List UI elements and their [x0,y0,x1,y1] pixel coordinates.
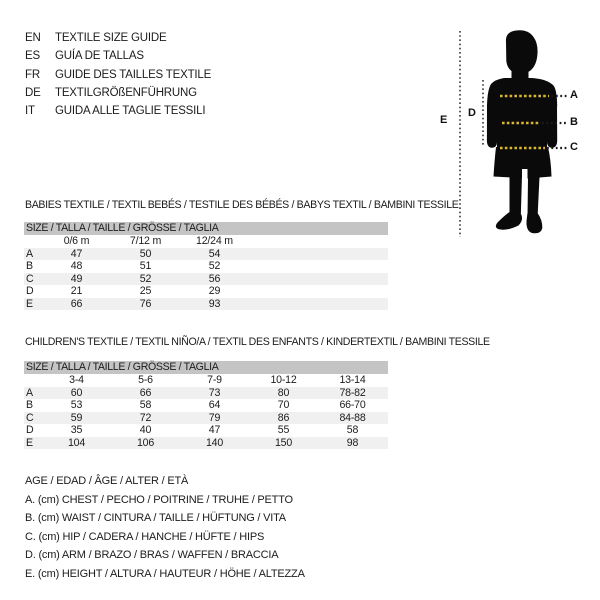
cell: 59 [70,411,83,424]
language-code: EN [25,32,41,44]
cell: 60 [70,386,83,399]
cell [318,298,387,311]
row-label: A [26,247,33,260]
table-row [24,273,388,286]
cell: 21 [70,285,83,297]
cell: 98 [346,436,359,449]
language-title: GUIDA ALLE TAGLIE TESSILI [55,105,206,118]
column-header: 0/6 m [63,235,90,247]
cell [249,285,318,298]
row-label: B [26,260,33,272]
cell: 40 [139,424,152,436]
cell: 150 [274,436,293,449]
legend-line-arm: D. (cm) ARM / BRAZO / BRAS / WAFFEN / BRACCIA [25,549,279,562]
babies-section-title: BABIES TEXTILE / TEXTIL BEBÉS / TESTILE DES BÉBÉS / BABYS TEXTIL / BAMBINI TESSILE [25,199,459,211]
cell: 76 [139,297,152,310]
cell: 140 [205,436,224,449]
cell: 66 [139,386,152,399]
language-row [25,102,211,120]
cell: 52 [208,260,221,272]
language-title: GUÍA DE TALLAS [55,50,144,63]
row-label: B [26,399,33,411]
row-label: A [26,386,33,399]
table-row [24,248,388,261]
column-header: 5-6 [138,374,153,386]
measure-label-arm: D [468,107,476,119]
language-list [25,29,211,121]
column-header: 7/12 m [129,235,162,247]
column-header: 13-14 [339,374,366,386]
row-label: E [26,297,33,310]
table-row [24,399,388,412]
legend-line-chest: A. (cm) CHEST / PECHO / POITRINE / TRUHE / PETTO [25,493,293,506]
cell: 80 [277,386,290,399]
babies-size-table [24,222,388,310]
language-row [25,66,211,84]
cell: 29 [208,285,221,297]
measure-label-waist: B [570,116,578,128]
table-row [24,437,388,450]
table-row [24,298,388,311]
language-code: ES [25,50,40,63]
row-label [24,374,42,387]
column-header: 12/24 m [196,235,233,247]
column-header: 10-12 [270,374,297,386]
child-silhouette [487,30,557,233]
cell: 79 [208,411,221,424]
language-row [25,84,211,102]
cell: 58 [139,399,152,411]
language-row [25,47,211,65]
table-row [24,260,388,273]
cell: 70 [277,399,290,411]
cell: 56 [208,272,221,285]
row-label [24,235,42,248]
row-label: C [26,272,34,285]
cell [249,248,318,261]
cell: 47 [70,247,83,260]
language-row [25,29,211,47]
cell: 106 [136,436,155,449]
cell: 66-70 [339,399,366,411]
column-header: 7-9 [207,374,222,386]
cell [249,273,318,286]
table-row [24,412,388,425]
column-header [318,235,387,248]
cell: 50 [139,247,152,260]
cell: 58 [346,424,359,436]
table-row [24,387,388,400]
language-title: TEXTILE SIZE GUIDE [55,32,167,44]
language-code: FR [25,68,40,81]
row-label: E [26,436,33,449]
measure-label-hip: C [570,141,578,153]
column-header [249,235,318,248]
table-row [24,285,388,298]
cell [249,260,318,273]
cell: 49 [70,272,83,285]
row-label: D [26,285,34,297]
cell: 104 [67,436,86,449]
legend-line-age: AGE / EDAD / ÂGE / ALTER / ETÀ [25,475,189,487]
column-header-row [24,235,388,248]
size-header-bar: SIZE / TALLA / TAILLE / GRÖSSE / TAGLIA [24,361,388,374]
legend-line-waist: B. (cm) WAIST / CINTURA / TAILLE / HÜFTUNG / VITA [25,512,286,525]
column-header-row [24,374,388,387]
size-header-bar: SIZE / TALLA / TAILLE / GRÖSSE / TAGLIA [24,222,388,235]
legend-line-height: E. (cm) HEIGHT / ALTURA / HAUTEUR / HÖHE / ALTEZZA [25,567,305,580]
cell: 64 [208,399,221,411]
cell [249,298,318,311]
measure-label-chest: A [570,89,578,101]
row-label: D [26,424,34,436]
children-size-table [24,361,388,449]
cell: 93 [208,297,221,310]
cell: 48 [70,260,83,272]
row-label: C [26,411,34,424]
cell: 66 [70,297,83,310]
table-row [24,424,388,437]
cell [318,260,387,273]
cell: 35 [70,424,83,436]
cell: 78-82 [339,386,366,399]
cell: 86 [277,411,290,424]
language-code: IT [25,105,35,118]
cell: 54 [208,247,221,260]
language-title: TEXTILGRÖßENFÜHRUNG [55,87,197,100]
cell: 55 [277,424,290,436]
cell: 47 [208,424,221,436]
language-code: DE [25,87,41,100]
cell: 53 [70,399,83,411]
cell: 72 [139,411,152,424]
cell: 25 [139,285,152,297]
cell [318,248,387,261]
cell [318,273,387,286]
language-title: GUIDE DES TAILLES TEXTILE [55,68,212,81]
column-header: 3-4 [69,374,84,386]
cell: 51 [139,260,152,272]
legend-line-hip: C. (cm) HIP / CADERA / HANCHE / HÜFTE / HIPS [25,530,265,543]
children-section-title: CHILDREN'S TEXTILE / TEXTIL NIÑO/A / TEXTIL DES ENFANTS / KINDERTEXTIL / BAMBINI TESSILE [25,336,490,348]
measure-label-height: E [440,114,448,126]
cell: 52 [139,272,152,285]
cell [318,285,387,298]
measurement-legend [25,472,305,584]
cell: 84-88 [339,411,366,424]
cell: 73 [208,386,221,399]
